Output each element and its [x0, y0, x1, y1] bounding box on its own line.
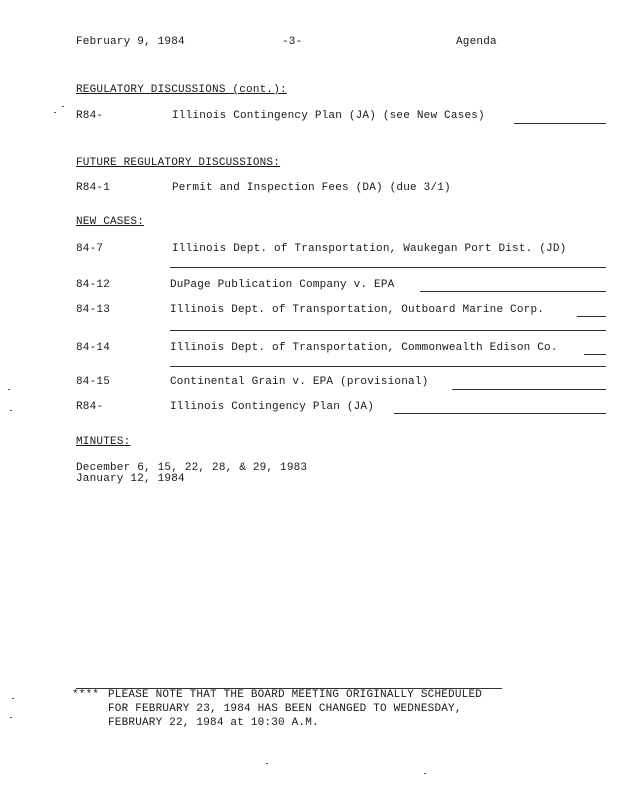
item-text: Illinois Contingency Plan (JA) (see New Cases)	[172, 110, 485, 122]
signature-line	[394, 413, 606, 414]
signature-line	[577, 316, 606, 317]
section-heading-minutes: MINUTES:	[76, 436, 131, 448]
case-number: 84-15	[76, 376, 111, 388]
minutes-line: January 12, 1984	[76, 473, 185, 485]
notice-line: FOR FEBRUARY 23, 1984 HAS BEEN CHANGED TO WEDNESDAY,	[108, 703, 462, 715]
notice-marker: ****	[72, 689, 100, 701]
signature-line	[514, 123, 606, 124]
case-title: DuPage Publication Company v. EPA	[170, 279, 395, 291]
case-title: Continental Grain v. EPA (provisional)	[170, 376, 429, 388]
minutes-line: December 6, 15, 22, 28, & 29, 1983	[76, 462, 308, 474]
section-heading-regulatory-cont: REGULATORY DISCUSSIONS (cont.):	[76, 84, 287, 96]
case-title: Illinois Contingency Plan (JA)	[170, 401, 375, 413]
scan-speck	[266, 763, 268, 764]
scan-speck	[12, 698, 14, 699]
header-title: Agenda	[456, 36, 497, 48]
scan-speck	[8, 389, 10, 390]
signature-line	[420, 291, 606, 292]
case-title: Illinois Dept. of Transportation, Commonwealth Edison Co.	[170, 342, 558, 354]
item-text: Permit and Inspection Fees (DA) (due 3/1)	[172, 182, 451, 194]
case-number: 84-7	[76, 243, 104, 255]
signature-line	[170, 330, 606, 331]
scan-speck	[10, 717, 12, 718]
case-number: 84-13	[76, 304, 111, 316]
item-number: R84-1	[76, 182, 111, 194]
signature-line	[584, 354, 606, 355]
page-number: -3-	[282, 36, 303, 48]
item-number: R84-	[76, 110, 104, 122]
case-number: R84-	[76, 401, 104, 413]
scan-speck	[62, 106, 64, 107]
scan-speck	[10, 410, 12, 411]
section-heading-new-cases: NEW CASES:	[76, 216, 145, 228]
signature-line	[170, 267, 606, 268]
notice-line: PLEASE NOTE THAT THE BOARD MEETING ORIGINALLY SCHEDULED	[108, 689, 483, 701]
notice-line: FEBRUARY 22, 1984 at 10:30 A.M.	[108, 717, 319, 729]
case-number: 84-14	[76, 342, 111, 354]
section-heading-future-regulatory: FUTURE REGULATORY DISCUSSIONS:	[76, 157, 281, 169]
signature-line	[170, 366, 606, 367]
scan-speck	[424, 773, 426, 774]
case-number: 84-12	[76, 279, 111, 291]
signature-line	[452, 389, 606, 390]
case-title: Illinois Dept. of Transportation, Outboard Marine Corp.	[170, 304, 545, 316]
header-date: February 9, 1984	[76, 36, 185, 48]
case-title: Illinois Dept. of Transportation, Waukegan Port Dist. (JD)	[172, 243, 567, 255]
scan-speck	[54, 112, 56, 113]
